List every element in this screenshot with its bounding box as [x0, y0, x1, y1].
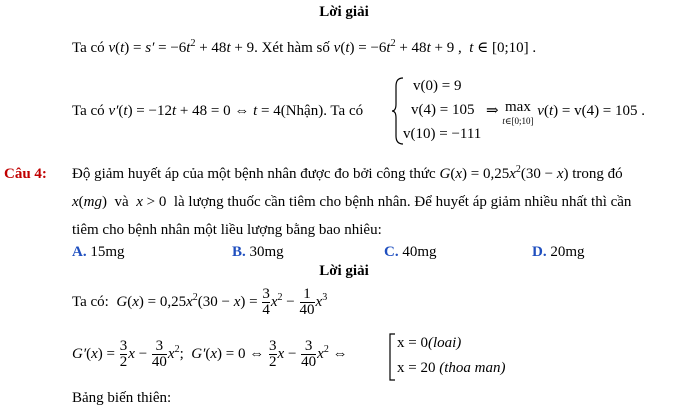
cases-bracket — [388, 333, 396, 381]
option-b[interactable]: B. 30mg — [232, 244, 284, 260]
system-row-v4: v(4) = 105 — [411, 102, 475, 118]
solution-line-expand: Ta có: $G(x) = 0,25x^2(30 - x)$ = $\frac{3}{4}$ $x^2$ − $\frac{1}{40}$ $x^3$ — [72, 286, 328, 318]
case-2: x = 20 (thoa man) — [397, 360, 506, 376]
option-c[interactable]: C. 40mg — [384, 244, 437, 260]
max-result: ⇒ max t∈[0;10] v(t) = v(4) = 105 . — [486, 99, 646, 126]
solution-heading-2: Lời giải — [319, 263, 369, 279]
solution-line-derivative: Ta có v′(t) = −12t + 48 = 0 ⇔ t = 4(Nhận). Ta có — [72, 103, 364, 119]
solution-line-gprime: G′(x) = $\frac{3}{2}$ x − $\frac{3}{40}$ $x^2$; G′(x) = 0 ⇔ $\frac{3}{2}$ x − $\frac{3}{40}$ $x^2$ ⇔ — [72, 338, 348, 370]
option-a[interactable]: A. 15mg — [72, 244, 125, 260]
variation-table-label: Bảng biến thiên: — [72, 390, 172, 406]
solution-line-velocity: Ta có $v(t) = s' = -6t^2 + 48t + 9$. Xét hàm số $v(t) = -6t^2 + 48t + 9$ , t ∈ [0;10] . — [72, 38, 537, 56]
question-label: Câu 4: — [4, 166, 47, 182]
question-line-2: x(mg) và x > 0 là lượng thuốc cần tiêm cho bệnh nhân. Để huyết áp giảm nhiều nhất thì cần — [72, 194, 632, 210]
question-line-1: Độ giảm huyết áp của một bệnh nhân được đo bởi công thức $G(x) = 0,25x^2(30 - x)$ trong đó — [72, 164, 623, 182]
system-row-v0: v(0) = 9 — [413, 78, 462, 94]
solution-heading: Lời giải — [319, 4, 369, 20]
system-row-v10: v(10) = −111 — [403, 126, 482, 142]
option-d[interactable]: D. 20mg — [532, 244, 585, 260]
question-line-3: tiêm cho bệnh nhân một liều lượng bằng bao nhiêu: — [72, 222, 382, 238]
case-1: x = 0(loai) — [397, 335, 462, 351]
